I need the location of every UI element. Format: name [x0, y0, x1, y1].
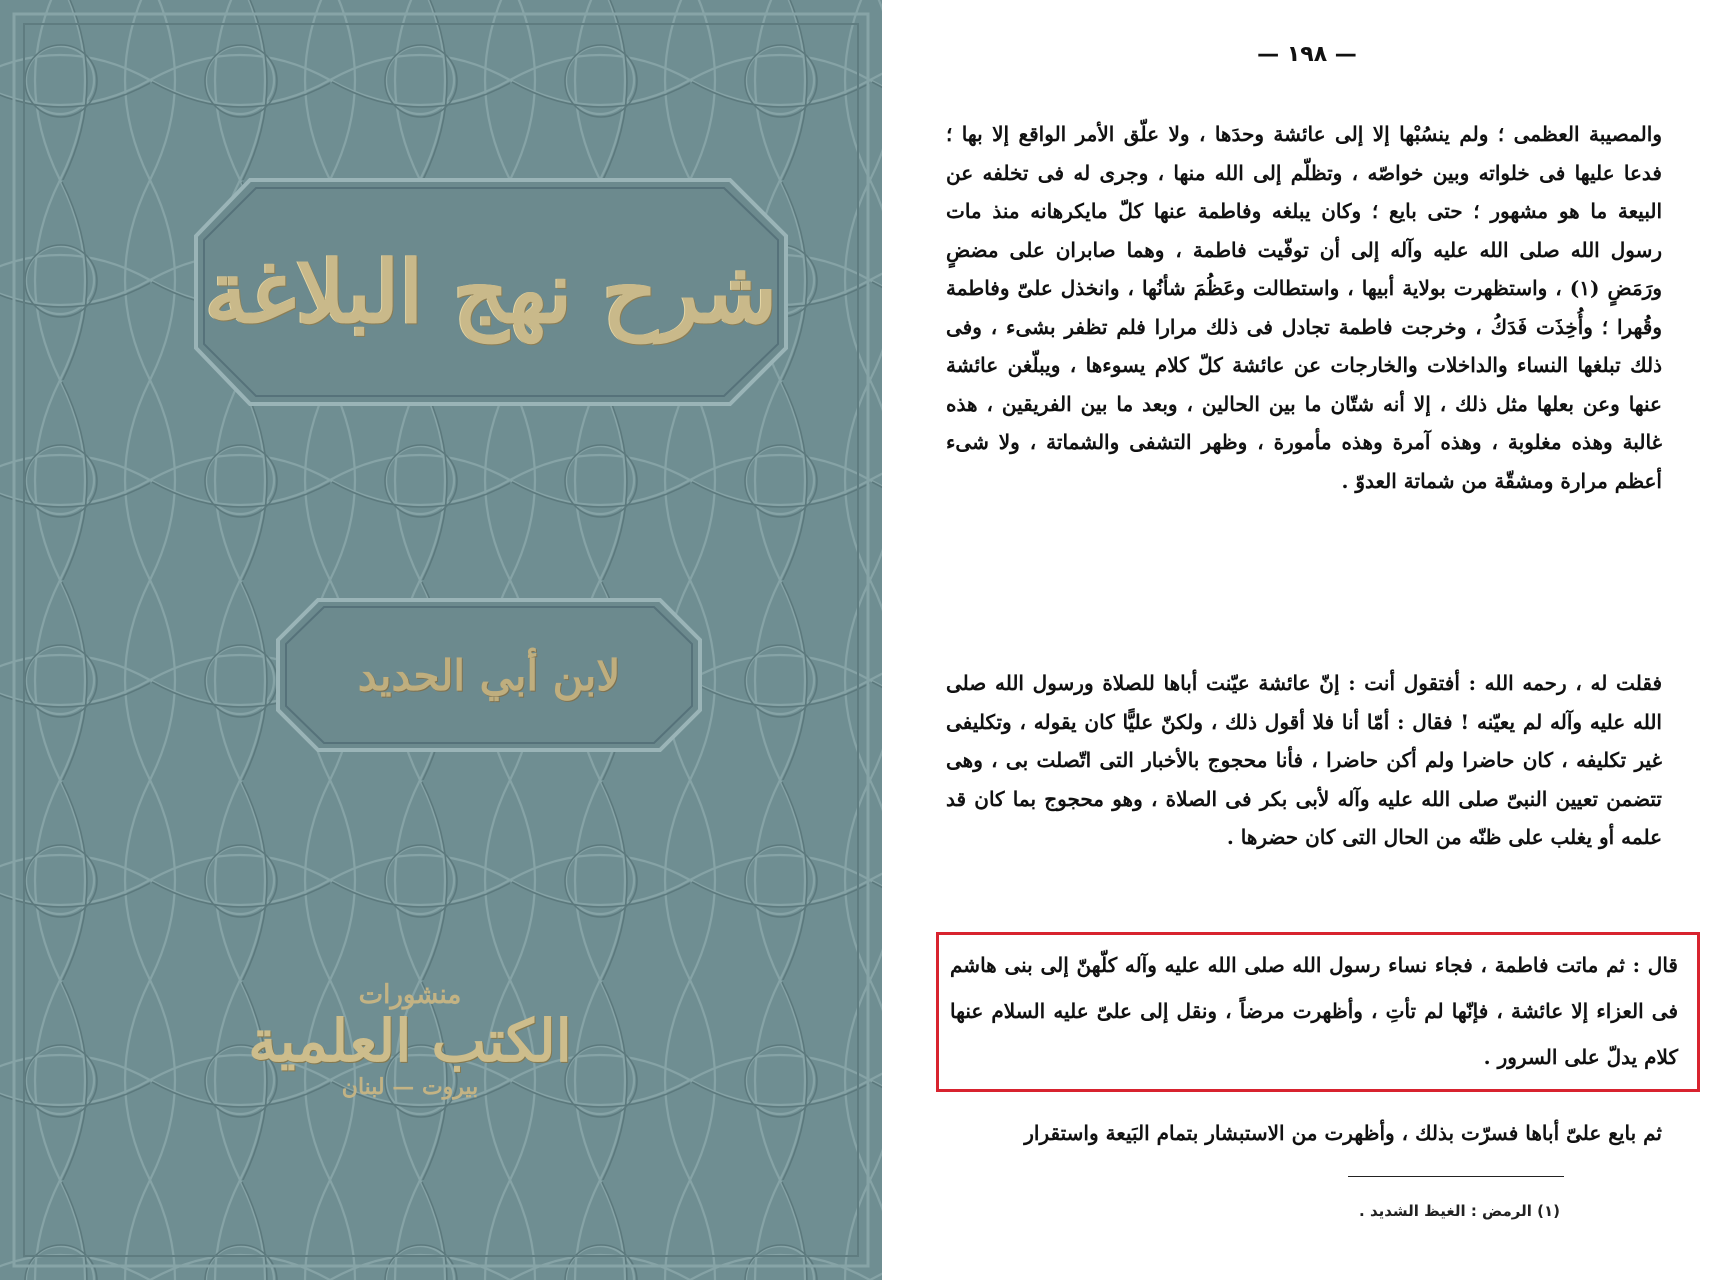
- cover-publisher-top: منشورات: [358, 980, 462, 1011]
- cover-publisher-block: [205, 940, 615, 1140]
- paragraph-2: فقلت له ، رحمه الله : أفتقول أنت : إنّ عائشة عيّنت أباها للصلاة ورسول الله صلى الله عليه وآله لم يعيّنه ! فقال : أمّا أنا فلا أقول ذلك ، ولكنّ عليًّا كان يقوله ، وتكليفى غير تكليفه ، كان حاضرا ولم أكن حاضرا ، فأنا محجوج بالأخبار التى اتّصلت بى ، وهى تتضمن تعيين النبىّ صلى الله عليه وآله لأبى بكر فى الصلاة ، وهو محجوج بما كان قد علمه أو يغلب على ظنّه من الحال التى كان حضرها .: [946, 671, 1662, 849]
- paragraph-4: ثم بايع علىّ أباها فسرّت بذلك ، وأظهرت من الاستبشار بتمام البَيعة واستقرار: [1024, 1121, 1662, 1145]
- scanned-page: [882, 0, 1732, 1280]
- cover-author-panel: [278, 600, 700, 750]
- footnote: (١) الرمض : الغيظ الشديد .: [1359, 1202, 1560, 1220]
- cover-author: لابن أبي الحديد: [357, 650, 621, 700]
- highlighted-paragraph: قال : ثم ماتت فاطمة ، فجاء نساء رسول الله صلى الله عليه وآله كلّهنّ إلى بنى هاشم فى العزاء إلا عائشة ، فإنّها لم تأتِ ، وأظهرت مرضاً ، ونقل إلى علىّ عليه السلام عنها كلام يدلّ على السرور .: [950, 953, 1678, 1069]
- footnote-rule: [1348, 1176, 1564, 1177]
- cover-publisher-city: بيروت — لبنان: [341, 1073, 479, 1100]
- cover-title: شرح نهج البلاغة: [204, 241, 778, 343]
- page-number: — ١٩٨ —: [1257, 42, 1357, 67]
- cover-publisher: الكتب العلمية: [248, 1007, 572, 1076]
- paragraph-1: والمصيبة العظمى ؛ ولم ينسُبْها إلا إلى عائشة وحدَها ، ولا علّق الأمر الواقع إلا بها ؛ فدعا عليها فى خلواته وبين خواصّه ، وتظلّم إلى الله منها ، وجرى له فى تخلفه عن البيعة ما هو مشهور ؛ حتى بايع ؛ وكان يبلغه وفاطمة عنها كلّ مايكرهانه منذ مات رسول الله صلى الله عليه وآله إلى أن توفّيت فاطمة ، وهما صابران على مضضٍ ورَمَضٍ (١) ، واستظهرت بولاية أبيها ، واستطالت وعَظُمَ شأنُها ، وانخذل علىّ وفاطمة وقُهرا ؛ وأُخِذَت فَدَكُ ، وخرجت فاطمة تجادل فى ذلك مرارا فلم تظفر بشىء ، وفى ذلك تبلغها النساء والداخلات والخارجات عن عائشة كلّ كلام يسوءها ، ويبلّغن عائشة عنها وعن بعلها مثل ذلك ، إلا أنه شتّان ما بين الحالين ، وبعد ما بين الفريقين ، هذه غالبة وهذه مغلوبة ، وهذه آمرة وهذه مأمورة ، وظهر التشفى والشماتة ، ولا شىء أعظم مرارة ومشقّة من شماتة العدوّ .: [946, 122, 1662, 493]
- cover-title-panel: [196, 180, 786, 404]
